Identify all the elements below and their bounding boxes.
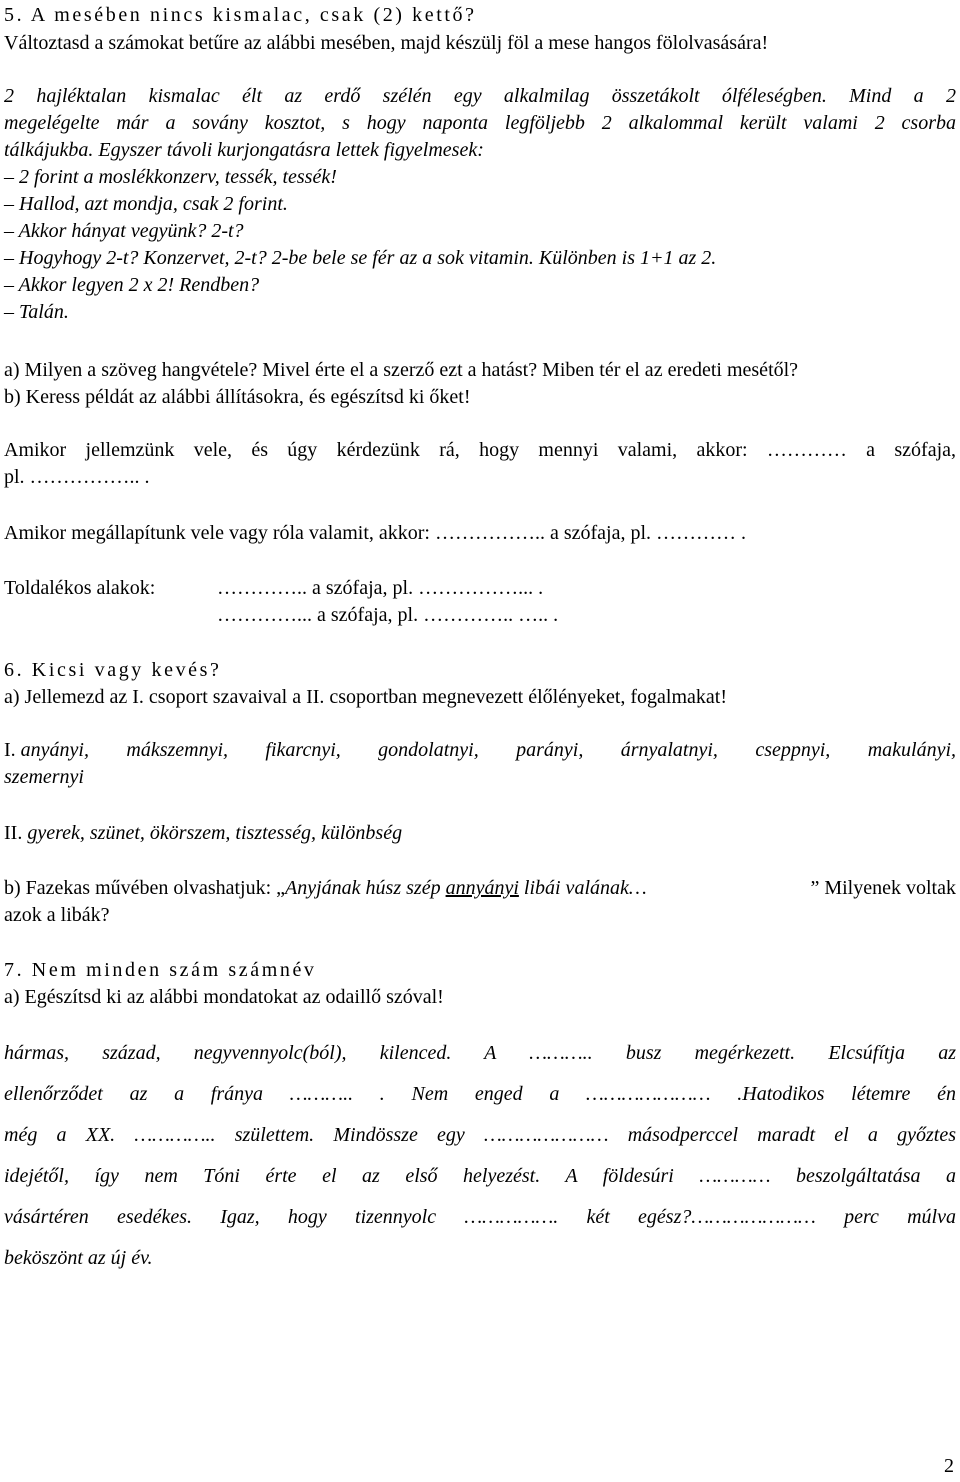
story-line: – Akkor legyen 2 x 2! Rendben? [4,274,260,296]
exercise-line: beköszönt az új év. [4,1247,153,1269]
section-6-heading: 6. Kicsi vagy kevés? [4,659,222,681]
group-1-label: I. [4,739,16,761]
quote: Anyjának húsz szép [285,877,446,899]
story-line: megelégelte már a sovány kosztot, s hogy naponta legföljebb 2 alkalommal került valami 2 csorba [4,112,956,134]
exercise-line: hármas, század, negyvennyolc(ból), kilenced. A ……….. busz megérkezett. Elcsúfítja az [4,1042,956,1064]
exercise-line: idejétől, így nem Tóni érte el az első helyezést. A földesúri ………… beszolgáltatása a [4,1165,956,1187]
story-text [4,83,956,326]
fill-in-line: ………….. a szófaja, pl. ……………... . [217,577,544,599]
story-line: – 2 forint a moslékkonzerv, tessék, tessék! [4,166,337,188]
group-2-label: II. [4,822,23,844]
fill-in-line: Amikor megállapítunk vele vagy róla valamit, akkor: …………….. a szófaja, pl. ………… . [4,522,747,544]
story-line: – Akkor hányat vegyünk? 2-t? [4,220,244,242]
question-a: a) Milyen a szöveg hangvétele? Mivel érte el a szerző ezt a hatást? Miben tér el az eredeti mesétől? [4,359,799,381]
exercise-line: még a XX. ………….. születtem. Mindössze egy ………………… másodperccel maradt el a győztes [4,1124,956,1146]
fill-in-line: Amikor jellemzünk vele, és úgy kérdezünk rá, hogy mennyi valami, akkor: ………… a szófaja, [4,439,956,461]
group-2-words: gyerek, szünet, ökörszem, tisztesség, különbség [27,822,403,844]
story-line: tálkájukba. Egyszer távoli kurjongatásra lettek figyelmesek: [4,139,484,161]
group-1 [4,737,956,764]
exercise-line: vásártéren esedékes. Igaz, hogy tizennyolc ……………. két egész?………………… perc múlva [4,1206,956,1228]
section-5-task: Változtasd a számokat betűre az alábbi mesében, majd készülj föl a mese hangos fölolvasására! [4,32,769,54]
section-7-task: a) Egészítsd ki az alábbi mondatokat az odaillő szóval! [4,986,444,1008]
exercise-line: ellenőrződet az a fránya ……….. . Nem enged a ………………… .Hatodikos létemre én [4,1083,956,1105]
question-b: b) Keress példát az alábbi állításokra, és egészítsd ki őket! [4,386,471,408]
story-line: – Talán. [4,301,69,323]
group-1-words: szemernyi [4,766,84,788]
question-6b-text: ” Milyenek voltak [805,877,956,899]
fill-in-line: pl. …………….. . [4,466,150,488]
suffix-forms-label: Toldalékos alakok: [4,577,156,599]
page-number: 2 [944,1455,954,1477]
group-2 [4,820,402,847]
question-6b-text: b) Fazekas művében olvashatjuk: „ [4,877,286,899]
fill-in-line: …………... a szófaja, pl. ………….. ….. . [217,604,559,626]
quote-underlined-word: annyányi [445,877,519,899]
section-7-heading: 7. Nem minden szám számnév [4,959,317,981]
question-6b [4,875,956,902]
section-5-heading: 5. A mesében nincs kismalac, csak (2) kettő? [4,4,477,26]
quote: libái valának… [518,877,647,899]
section-6-task: a) Jellemezd az I. csoport szavaival a II. csoportban megnevezett élőlényeket, fogalmakat! [4,686,727,708]
question-6b-text: azok a libák? [4,904,110,926]
story-line: – Hallod, azt mondja, csak 2 forint. [4,193,288,215]
group-1-words: anyányi, mákszemnyi, fikarcnyi, gondolatnyi, parányi, árnyalatnyi, cseppnyi, makulányi, [20,739,956,761]
story-line: – Hogyhogy 2-t? Konzervet, 2-t? 2-be bele se fér az a sok vitamin. Különben is 1+1 az 2. [4,247,717,269]
story-line: 2 hajléktalan kismalac élt az erdő szélén egy alkalmilag összetákolt ólféleségben. Mind a 2 [4,85,956,107]
